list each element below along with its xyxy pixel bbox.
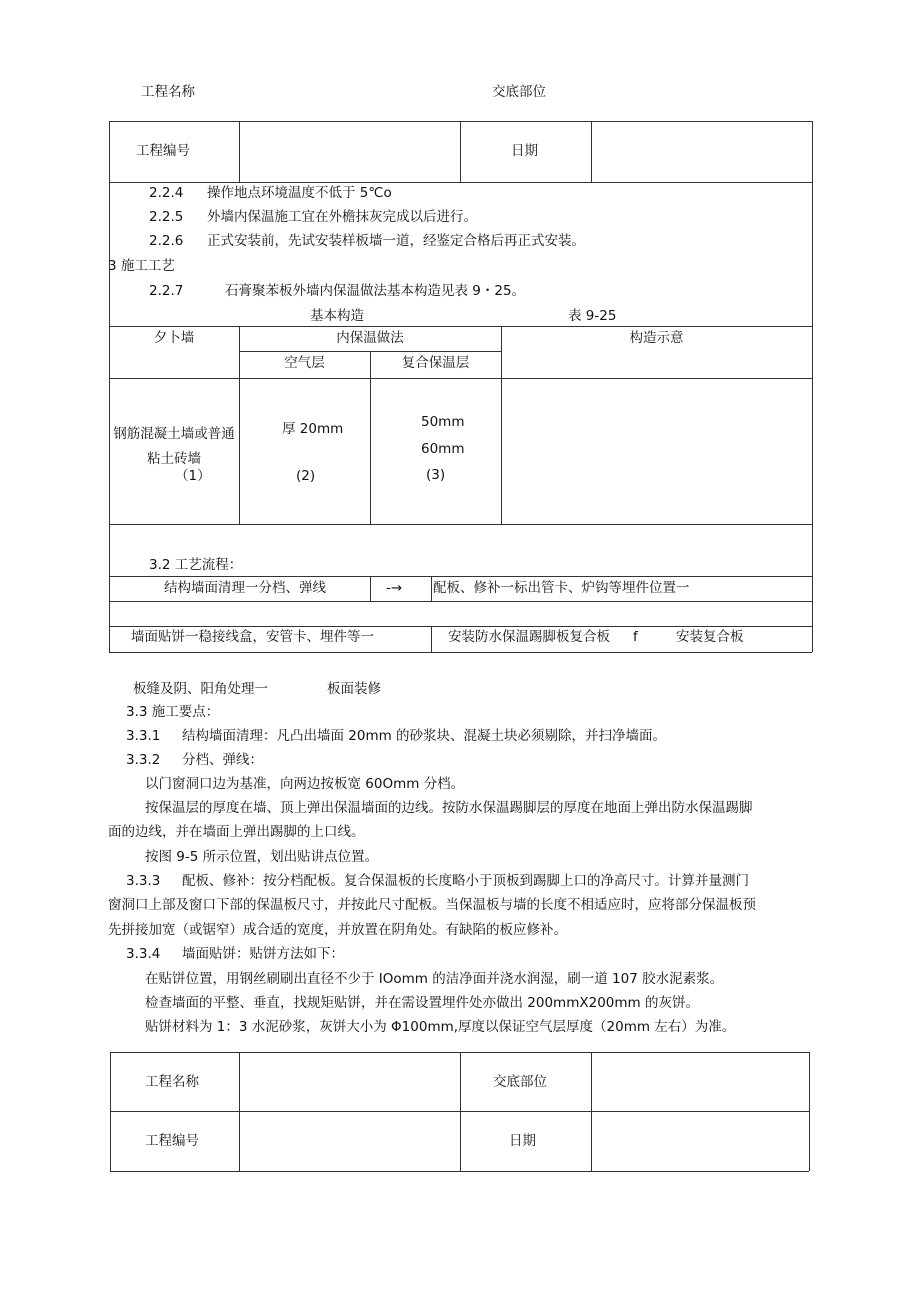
clause-number: 3.3.1 <box>126 728 161 744</box>
paragraph: 按保温层的厚度在墙、顶上弹出保温墙面的边线。按防水保温踢脚层的厚度在地面上弹出防水保温踢脚 <box>145 800 753 816</box>
air-no: (2) <box>296 468 316 484</box>
flow-step: 配板、修补一标出管卡、炉钩等埋件位置一 <box>433 580 690 596</box>
clause-number: 3.3.4 <box>126 946 161 962</box>
flow-step: 板面装修 <box>327 681 381 697</box>
clause-text: 墙面贴饼：贴饼方法如下： <box>182 946 344 962</box>
header-composite-layer: 复合保温层 <box>401 355 470 371</box>
section-heading: 3 施工工艺 <box>108 258 175 274</box>
clause-text: 配板、修补：按分档配板。复合保温板的长度略小于顶板到踢脚上口的净高尺寸。计算并量测门 <box>182 873 749 889</box>
flow-title: 3.2 工艺流程： <box>149 557 243 573</box>
clause-number: 2.2.7 <box>149 283 184 299</box>
flow-arrow-glyph: f <box>633 629 638 645</box>
paragraph: 贴饼材料为 1：3 水泥砂浆，灰饼大小为 Φ100mm,厚度以保证空气层厚度（20mm 左右）为准。 <box>145 1019 736 1035</box>
project-name-label: 工程名称 <box>141 84 195 100</box>
arrow-icon: -→ <box>386 580 403 596</box>
clause-text: 分档、弹线： <box>182 752 263 768</box>
table-number: 表 9-25 <box>568 308 617 324</box>
clause-text: 结构墙面清理：凡凸出墙面 20mm 的砂浆块、混凝土块必须剔除，并扫净墙面。 <box>182 728 667 744</box>
header-air-layer: 空气层 <box>284 355 325 371</box>
paragraph: 先拼接加宽（或锯窄）成合适的宽度，并放置在阴角处。有缺陷的板应修补。 <box>108 922 567 938</box>
flow-step: 安装复合板 <box>676 629 744 645</box>
composite-thickness-2: 60mm <box>421 441 465 457</box>
paragraph: 检查墙面的平整、垂直，找规矩贴饼，并在需设置埋件处亦做出 200mmX200mm 的灰饼。 <box>145 995 699 1011</box>
paragraph: 按图 9-5 所示位置，划出贴讲点位置。 <box>145 849 379 865</box>
composite-no: (3) <box>426 467 446 483</box>
clause-number: 2.2.6 <box>149 233 184 249</box>
flow-step: 板缝及阴、阳角处理一 <box>133 681 268 697</box>
paragraph: 窗洞口上部及窗口下部的保温板尺寸，并按此尺寸配板。当保温板与墙的长度不相适应时，应将部分保温板预 <box>108 897 756 913</box>
clause-text: 石膏聚苯板外墙内保温做法基本构造见表 9・25。 <box>225 283 526 299</box>
clause-number: 3.3.3 <box>126 873 161 889</box>
table-title: 基本构造 <box>310 308 364 324</box>
handover-part-label: 交底部位 <box>492 84 546 100</box>
clause-text: 操作地点环境温度不低于 5℃o <box>207 185 392 201</box>
wall-no: （1） <box>175 468 211 484</box>
wall-type: 钢筋混凝土墙或普通粘土砖墙 <box>113 426 235 467</box>
project-name-label: 工程名称 <box>145 1074 199 1090</box>
clause-text: 外墙内保温施工宜在外檐抹灰完成以后进行。 <box>207 209 477 225</box>
clause-number: 3.3.2 <box>126 752 161 768</box>
handover-part-label: 交底部位 <box>493 1074 547 1090</box>
flow-step: 安装防水保温踢脚板复合板 <box>448 629 610 645</box>
paragraph: 以门窗洞口边为基准，向两边按板宽 60Omm 分档。 <box>145 776 465 792</box>
clause-number: 2.2.5 <box>149 209 184 225</box>
flow-step: 墙面贴饼一稳接线盒，安管卡、埋件等一 <box>131 629 374 645</box>
composite-thickness-1: 50mm <box>421 414 465 430</box>
project-no-label: 工程编号 <box>145 1133 199 1149</box>
header-diagram: 构造示意 <box>629 330 684 346</box>
clause-number: 2.2.4 <box>149 185 184 201</box>
paragraph: 在贴饼位置，用钢丝刷刷出直径不少于 IOomm 的洁净面并浇水润湿，刷一道 107 胶水泥素浆。 <box>145 971 724 987</box>
paragraph: 面的边线，并在墙面上弹出踢脚的上口线。 <box>108 824 365 840</box>
date-label: 日期 <box>511 143 538 159</box>
clause-text: 正式安装前，先试安装样板墙一道，经鉴定合格后再正式安装。 <box>207 233 585 249</box>
header-method: 内保温做法 <box>336 330 404 346</box>
header-wall: 夕卜墙 <box>153 330 195 346</box>
date-label: 日期 <box>509 1133 536 1149</box>
project-no-label: 工程编号 <box>136 143 190 159</box>
air-thickness: 厚 20mm <box>282 421 344 437</box>
section-heading: 3.3 施工要点： <box>126 704 220 720</box>
flow-step: 结构墙面清理一分档、弹线 <box>164 580 326 596</box>
